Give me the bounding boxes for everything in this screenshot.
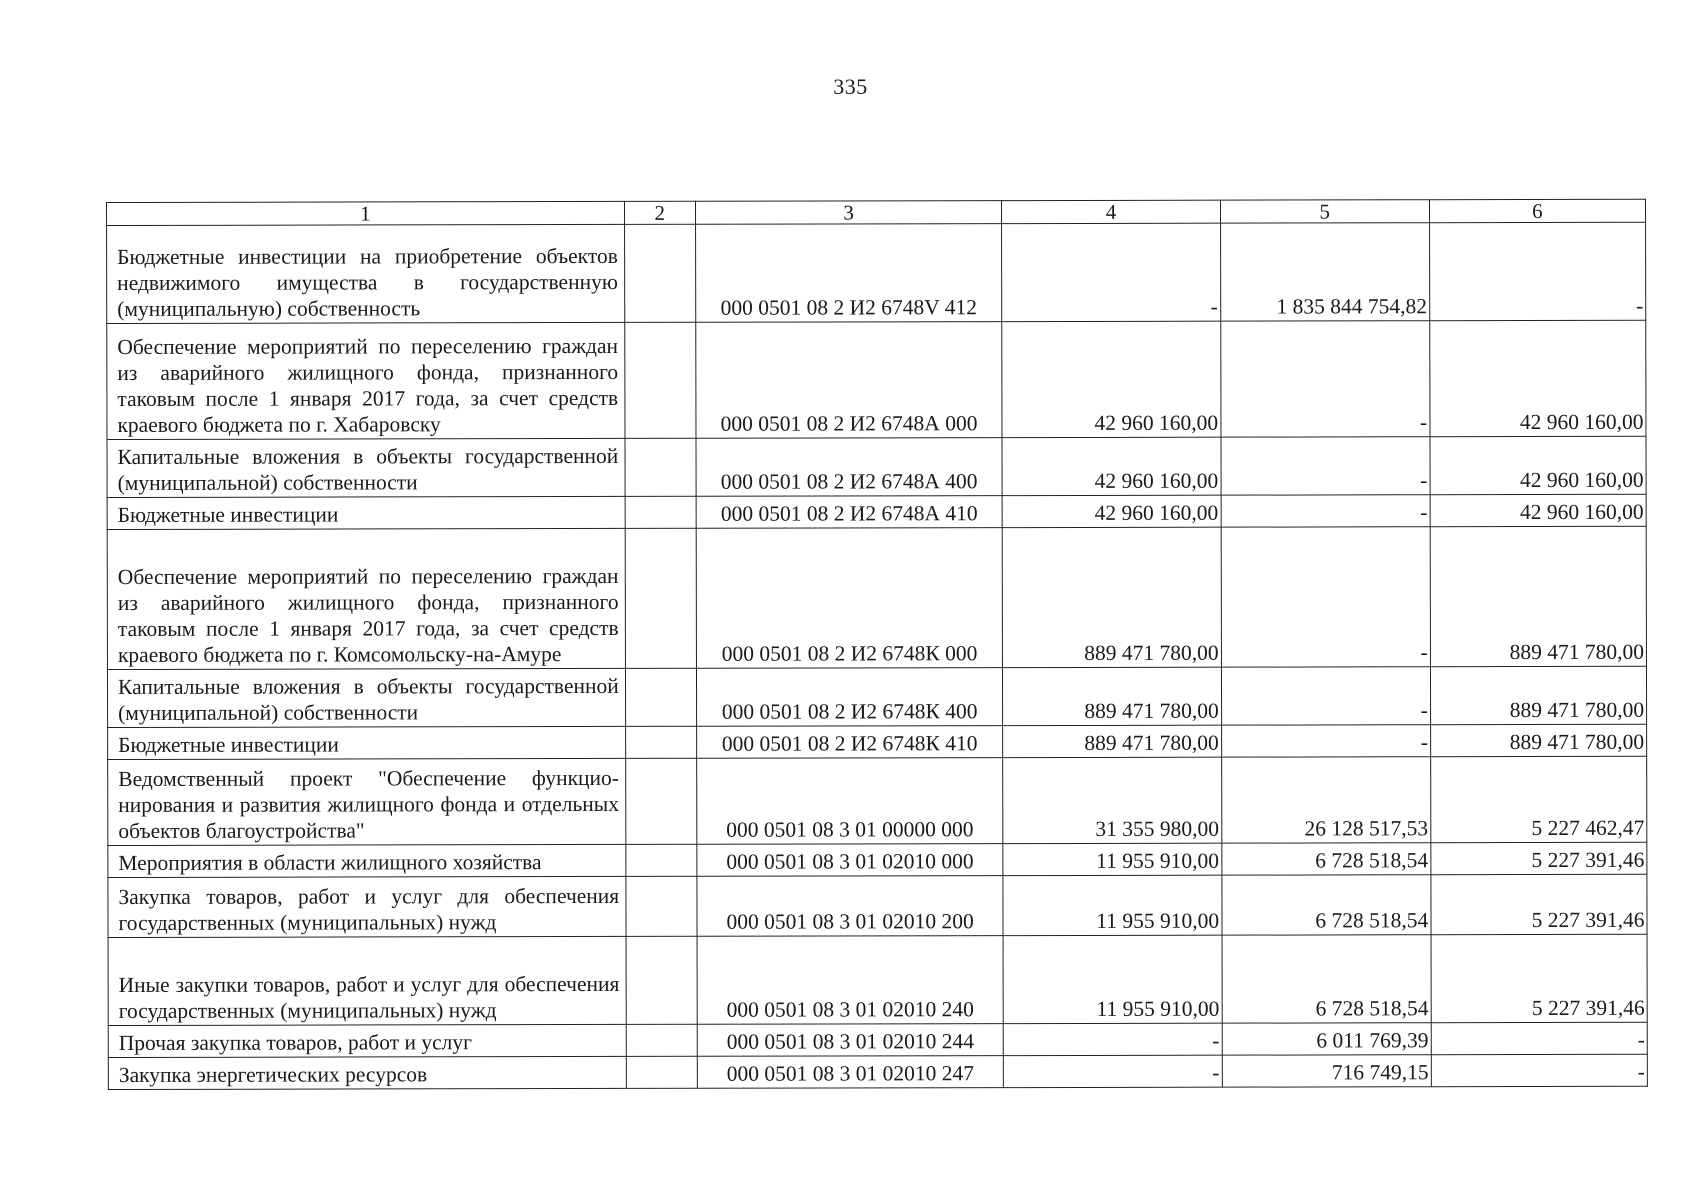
table-row bbox=[107, 526, 1646, 669]
row-col4: - bbox=[1004, 1023, 1222, 1055]
row-name: Иные закупки товаров, работ и услуг для обеспечения государственных (муниципальных) нужд bbox=[108, 936, 626, 1025]
row-name: Закупка энергетических ресурсов bbox=[108, 1056, 626, 1089]
row-col6: 42 960 160,00 bbox=[1429, 320, 1646, 436]
row-col2 bbox=[625, 496, 696, 528]
row-col2 bbox=[626, 936, 697, 1024]
row-name: Бюджетные инвестиции bbox=[107, 496, 625, 529]
row-name: Ведомственный проект "Обеспечение функционирования и развития жилищного фонда и отдельных объектов благоустройства" bbox=[108, 758, 626, 845]
table-row bbox=[108, 1022, 1647, 1057]
row-code: 000 0501 08 3 01 00000 000 bbox=[696, 758, 1003, 845]
row-col2 bbox=[625, 668, 696, 726]
row-col6: 889 471 780,00 bbox=[1430, 526, 1647, 666]
row-col6: - bbox=[1429, 222, 1645, 320]
row-col6: 5 227 391,46 bbox=[1431, 874, 1647, 934]
row-col5: 6 728 518,54 bbox=[1222, 875, 1431, 935]
row-name: Капитальные вложения в объекты государственной (муниципальной) собственности bbox=[107, 668, 625, 727]
row-col6: 5 227 391,46 bbox=[1431, 842, 1647, 874]
row-col2 bbox=[625, 438, 696, 496]
budget-table bbox=[106, 199, 1648, 1090]
row-code: 000 0501 08 2 И2 6748А 000 bbox=[696, 322, 1003, 439]
table-row bbox=[108, 724, 1647, 759]
header-col-5: 5 bbox=[1220, 200, 1429, 223]
row-col5: - bbox=[1221, 527, 1430, 667]
row-col6: 42 960 160,00 bbox=[1430, 494, 1646, 526]
table-header bbox=[107, 199, 1646, 225]
row-code: 000 0501 08 2 И2 6748V 412 bbox=[695, 224, 1002, 323]
row-col5: 716 749,15 bbox=[1222, 1055, 1431, 1087]
row-col2 bbox=[624, 224, 695, 322]
row-name: Бюджетные инвестиции на приобретение объектов недвижимого имущества в государственную (муниципальную) собственность bbox=[107, 224, 625, 323]
row-col2 bbox=[624, 322, 695, 438]
row-code: 000 0501 08 2 И2 6748А 400 bbox=[696, 438, 1003, 497]
row-col5: - bbox=[1221, 437, 1430, 495]
row-col4: 889 471 780,00 bbox=[1003, 527, 1222, 667]
row-name: Капитальные вложения в объекты государственной (муниципальной) собственности bbox=[107, 438, 625, 497]
row-col6: 42 960 160,00 bbox=[1430, 436, 1646, 494]
row-col2 bbox=[626, 876, 697, 936]
row-col6: - bbox=[1431, 1054, 1647, 1086]
header-row bbox=[107, 199, 1646, 225]
row-col4: 42 960 160,00 bbox=[1002, 495, 1220, 527]
row-col4: - bbox=[1002, 223, 1220, 321]
table-row bbox=[108, 934, 1647, 1025]
table-row bbox=[108, 1054, 1647, 1089]
row-col6: 5 227 462,47 bbox=[1430, 756, 1646, 842]
header-col-1: 1 bbox=[107, 201, 625, 225]
header-col-6: 6 bbox=[1429, 199, 1645, 222]
row-col5: - bbox=[1221, 495, 1430, 527]
row-col2 bbox=[626, 844, 697, 876]
row-col5: 6 728 518,54 bbox=[1222, 935, 1431, 1023]
row-col6: - bbox=[1431, 1022, 1647, 1054]
row-name: Закупка товаров, работ и услуг для обеспечения государственных (муниципальных) нужд bbox=[108, 876, 626, 937]
page-number: 335 bbox=[833, 74, 868, 99]
row-col4: - bbox=[1004, 1055, 1222, 1087]
table-row bbox=[108, 756, 1647, 845]
row-code: 000 0501 08 3 01 02010 000 bbox=[697, 844, 1004, 877]
row-col2 bbox=[626, 1024, 697, 1056]
row-col4: 889 471 780,00 bbox=[1003, 725, 1221, 757]
row-col5: 6 728 518,54 bbox=[1221, 843, 1430, 875]
row-code: 000 0501 08 2 И2 6748А 410 bbox=[696, 496, 1003, 529]
row-code: 000 0501 08 3 01 02010 247 bbox=[697, 1056, 1004, 1089]
row-col2 bbox=[625, 758, 696, 844]
table-body bbox=[107, 222, 1648, 1089]
row-col2 bbox=[626, 1056, 697, 1088]
row-col4: 31 355 980,00 bbox=[1003, 757, 1221, 843]
row-col6: 889 471 780,00 bbox=[1430, 724, 1646, 756]
table-row bbox=[107, 320, 1646, 439]
row-col4: 11 955 910,00 bbox=[1003, 935, 1221, 1023]
row-col5: - bbox=[1221, 725, 1430, 757]
row-col4: 889 471 780,00 bbox=[1003, 667, 1221, 725]
row-col4: 42 960 160,00 bbox=[1002, 437, 1220, 495]
row-col4: 42 960 160,00 bbox=[1002, 321, 1220, 437]
row-name: Обеспечение мероприятий по переселению граждан из аварийного жилищного фонда, признанного таковым после 1 января 2017 года, за счет средств краевого бюджета по г. Комсомольску-на-Амуре bbox=[107, 528, 625, 669]
row-col5: 26 128 517,53 bbox=[1221, 757, 1430, 843]
row-code: 000 0501 08 2 И2 6748К 400 bbox=[696, 668, 1003, 727]
row-code: 000 0501 08 3 01 02010 244 bbox=[697, 1024, 1004, 1057]
row-code: 000 0501 08 3 01 02010 200 bbox=[697, 876, 1004, 937]
table-row bbox=[107, 666, 1646, 727]
row-name: Мероприятия в области жилищного хозяйства bbox=[108, 844, 626, 877]
table-row bbox=[107, 222, 1646, 323]
row-col5: 1 835 844 754,82 bbox=[1220, 223, 1429, 321]
row-code: 000 0501 08 2 И2 6748К 410 bbox=[696, 726, 1003, 759]
header-col-3: 3 bbox=[695, 201, 1002, 225]
row-code: 000 0501 08 2 И2 6748К 000 bbox=[696, 528, 1003, 669]
table-row bbox=[107, 436, 1646, 497]
row-name: Обеспечение мероприятий по переселению граждан из аварийного жилищного фонда, признанного таковым после 1 января 2017 года, за счет средств краевого бюджета по г. Хабаровску bbox=[107, 322, 625, 439]
row-col2 bbox=[625, 726, 696, 758]
header-col-4: 4 bbox=[1002, 200, 1220, 223]
row-col2 bbox=[625, 528, 696, 668]
row-col5: - bbox=[1220, 321, 1429, 437]
row-name: Прочая закупка товаров, работ и услуг bbox=[108, 1024, 626, 1057]
row-name: Бюджетные инвестиции bbox=[108, 726, 626, 759]
header-col-2: 2 bbox=[624, 201, 695, 224]
row-col4: 11 955 910,00 bbox=[1003, 843, 1221, 875]
table-row bbox=[108, 874, 1647, 937]
row-code: 000 0501 08 3 01 02010 240 bbox=[697, 936, 1004, 1025]
table-row bbox=[107, 494, 1646, 529]
row-col5: - bbox=[1221, 667, 1430, 725]
row-col4: 11 955 910,00 bbox=[1003, 875, 1221, 935]
row-col6: 5 227 391,46 bbox=[1431, 934, 1647, 1022]
row-col5: 6 011 769,39 bbox=[1222, 1023, 1431, 1055]
row-col6: 889 471 780,00 bbox=[1430, 666, 1646, 724]
table-row bbox=[108, 842, 1647, 877]
